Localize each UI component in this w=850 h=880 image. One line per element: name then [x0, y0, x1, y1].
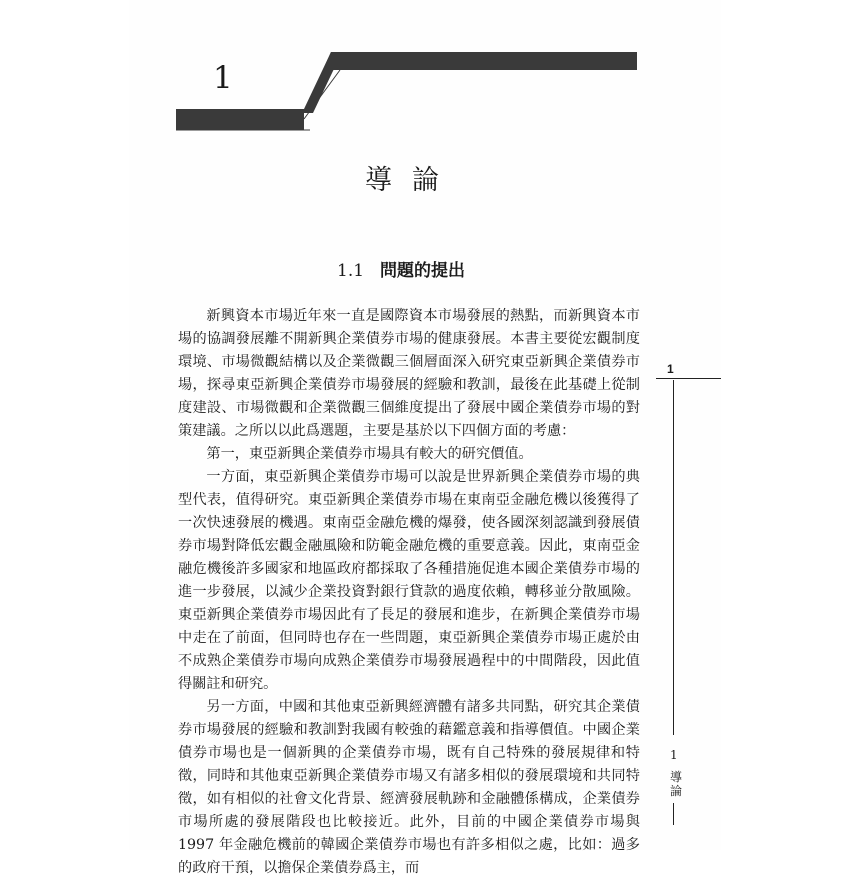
paragraph: 另一方面，中國和其他東亞新興經濟體有諸多共同點，研究其企業債券市場發展的經驗和教訓對我國有較強的藉鑑意義和指導價值。中國企業債券市場也是一個新興的企業債券市場，既有自己特殊的發展規律和特徵，同時和其他東亞新興企業債券市場又有諸多相似的發展環境和共同特徵，如有相似的社會文化背景、經濟發展軌跡和金融體係構成，企業債券市場所處的發展階段也比較接近。此外，目前的中國企業債券市場與 1997 年金融危機前的韓國企業債券市場也有許多相似之處，比如：過多的政府干預，以擔保企業債券爲主，而	[178, 699, 640, 876]
paragraph: 第一，東亞新興企業債券市場具有較大的研究價值。	[206, 446, 533, 462]
margin-rule-vertical	[673, 380, 674, 735]
banner-lower-bar	[176, 109, 304, 130]
paragraph: 新興資本市場近年來一直是國際資本市場發展的熱點，而新興資本市場的協調發展離不開新興企業債券市場的健康發展。本書主要從宏觀制度環境、市場微觀結構以及企業微觀三個層面深入研究東亞新興企業債券市場，探尋東亞新興企業債券市場發展的經驗和教訓，最後在此基礎上從制度建設、市場微觀和企業微觀三個維度提出了發展中國企業債券市場的對策建議。之所以以此爲選題，主要是基於以下四個方面的考慮：	[178, 308, 640, 439]
section-number: 1.1	[337, 261, 365, 281]
section-title: 問題的提出	[380, 261, 466, 281]
margin-chapter-number: 1	[667, 362, 674, 376]
margin-page-number: 1	[670, 748, 678, 762]
body-text	[178, 305, 640, 880]
paragraph: 一方面，東亞新興企業債券市場可以說是世界新興企業債券市場的典型代表，值得研究。東亞新興企業債券市場在東南亞金融危機以後獲得了一次快速發展的機遇。東南亞金融危機的爆發，使各國深刻認識到發展債券市場對降低宏觀金融風險和防範金融危機的重要意義。因此，東南亞金融危機後許多國家和地區政府都採取了各種措施促進本國企業債券市場的進一步發展，以減少企業投資對銀行貸款的過度依賴，轉移並分散風險。東亞新興企業債券市場因此有了長足的發展和進步，在新興企業債券市場中走在了前面，但同時也存在一些問題，東亞新興企業債券市場正處於由不成熟企業債券市場向成熟企業債券市場發展過程中的中間階段，因此值得關註和研究。	[178, 469, 640, 692]
section-heading	[337, 256, 465, 281]
chapter-title: 導論	[365, 165, 459, 196]
margin-rule-bottom	[673, 803, 674, 825]
running-head: 導論	[669, 770, 682, 798]
chapter-number: 1	[213, 60, 233, 96]
banner-upper-bar	[323, 52, 637, 70]
margin-rule-horizontal	[656, 378, 721, 379]
chapter-banner	[0, 0, 850, 140]
